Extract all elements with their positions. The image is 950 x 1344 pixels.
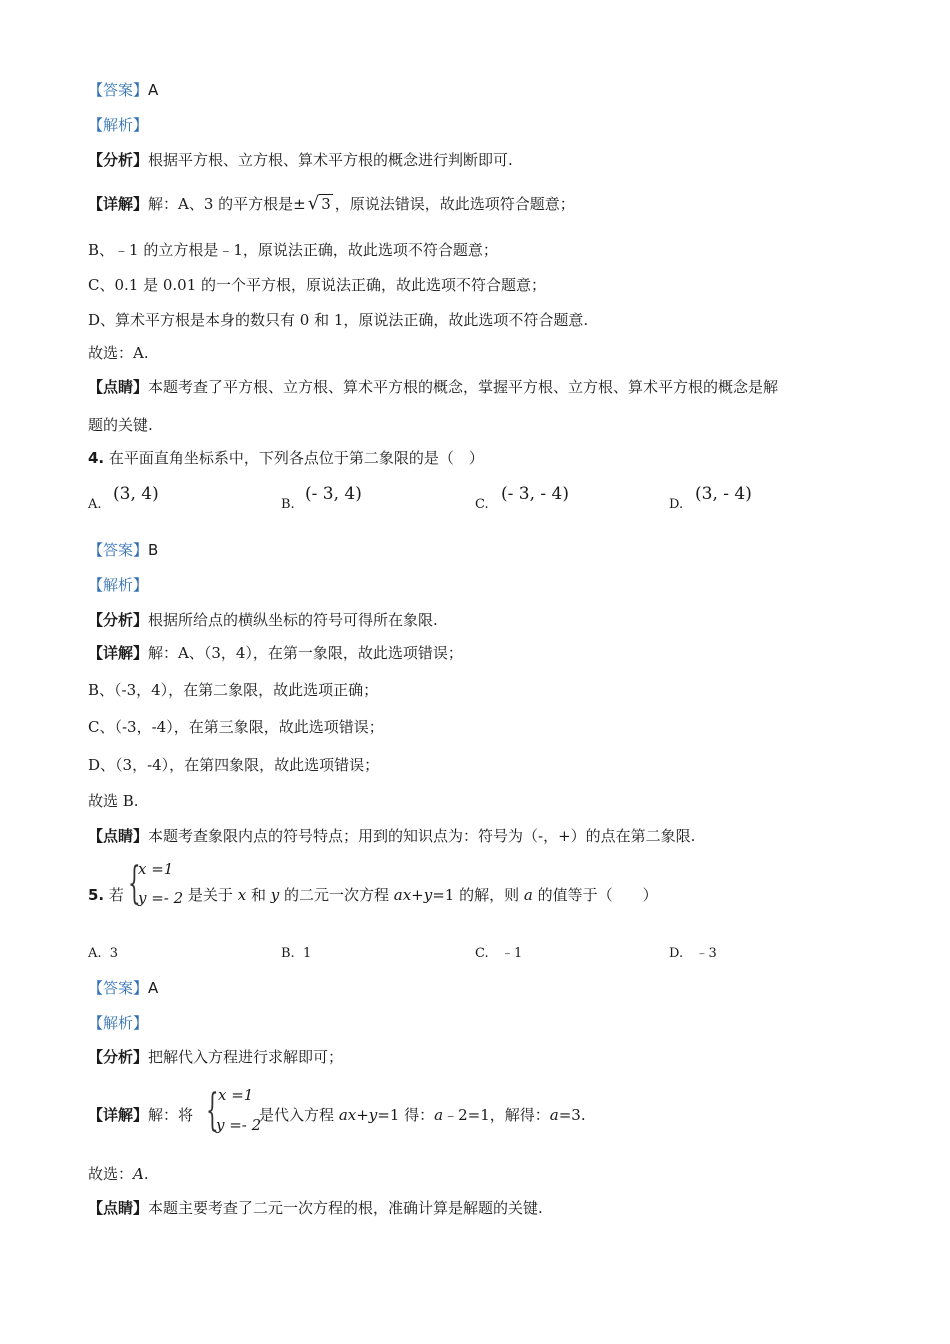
fenxi-tag: 【分析】 (88, 1048, 149, 1066)
detail-mid2: =1 得： (377, 1106, 435, 1124)
detail-tag: 【详解】 (88, 1106, 149, 1124)
option-value: ﹣1 (501, 946, 523, 961)
q4-option-a-value: (3, 4) (113, 484, 159, 504)
q3-line-b: B、﹣1 的立方根是﹣1，原说法正确，故此选项不符合题意； (88, 241, 498, 259)
detail-var-a-2: a (549, 1106, 559, 1124)
q3-line-d: D、算术平方根是本身的数只有 0 和 1，原说法正确，故此选项不符合题意. (88, 311, 589, 329)
q5-detail-line (88, 1105, 586, 1125)
stem-mid2: 和 (246, 886, 271, 904)
system-row-2: y =- 2 (216, 1116, 262, 1134)
option-label: D. (669, 946, 684, 961)
answer-tag: 【答案】 (88, 979, 149, 997)
q3-answer-line (88, 80, 158, 100)
stem-pre: 若 (104, 886, 124, 904)
fenxi-text: 根据平方根、立方根、算术平方根的概念进行判断即可. (148, 151, 513, 169)
q4-option-c[interactable] (475, 495, 489, 515)
q4-comment-line (88, 826, 695, 846)
q3-fenxi-line (88, 150, 513, 170)
stem-post: 的值等于（ ） (532, 886, 658, 904)
q4-line-b: B、（-3，4），在第二象限，故此选项正确； (88, 681, 379, 699)
answer-value: A (148, 979, 159, 997)
q4-option-b[interactable] (281, 495, 295, 515)
comment-tag: 【点睛】 (88, 827, 149, 845)
detail-equation: ax+y (338, 1106, 378, 1124)
fenxi-text: 根据所给点的横纵坐标的符号可得所在象限. (148, 611, 438, 629)
q4-option-c-value: (- 3, - 4) (501, 484, 569, 504)
detail-mid3: ﹣2=1，解得： (443, 1106, 550, 1124)
option-label: B. (281, 946, 295, 961)
question-number: 4. (88, 449, 105, 467)
answer-tag: 【答案】 (88, 81, 149, 99)
fenxi-tag: 【分析】 (88, 151, 149, 169)
q5-comment-line (88, 1198, 543, 1218)
sqrt-radicand: 3 (321, 195, 331, 213)
system-row-2: y =- 2 (138, 889, 184, 907)
q5-option-a[interactable] (88, 944, 118, 964)
q5-option-d[interactable] (669, 944, 717, 964)
q4-option-b-value: (- 3, 4) (305, 484, 362, 504)
equation: ax+y (393, 886, 433, 904)
question-stem: 在平面直角坐标系中，下列各点位于第二象限的是（ ） (104, 449, 484, 467)
q4-option-d-value: (3, - 4) (695, 484, 752, 504)
detail-var-a: a (434, 1106, 444, 1124)
q3-line-c: C、0.1 是 0.01 的一个平方根，原说法正确，故此选项不符合题意； (88, 276, 547, 294)
stem-mid4: =1 的解，则 (432, 886, 524, 904)
option-value: 1 (302, 946, 312, 961)
q5-option-c[interactable] (475, 944, 522, 964)
q5-fenxi-line (88, 1047, 343, 1067)
system-row-1: x =1 (218, 1086, 254, 1104)
choice-value: A (133, 1165, 144, 1183)
q4-option-d[interactable] (669, 495, 683, 515)
analysis-tag: 【解析】 (88, 1014, 149, 1032)
brace-icon: { (128, 858, 141, 909)
comment-text: 本题考查象限内点的符号特点；用到的知识点为：符号为（-，+）的点在第二象限. (148, 827, 696, 845)
q4-option-a[interactable] (88, 495, 102, 515)
q4-fenxi-line (88, 610, 438, 630)
q3-comment-line (88, 377, 778, 397)
var-y: y (270, 886, 280, 904)
detail-pre: 解：将 (148, 1106, 194, 1124)
q5-detail-equation-system (206, 1084, 272, 1142)
fenxi-text: 把解代入方程进行求解即可； (148, 1048, 344, 1066)
q4-analysis-tag (88, 575, 148, 595)
detail-post: ，原说法错误，故此选项符合题意； (334, 195, 575, 213)
detail-post: =3. (558, 1106, 586, 1124)
option-label: A. (88, 946, 102, 961)
q4-line-c: C、（-3，-4），在第三象限，故此选项错误； (88, 718, 384, 736)
detail-pre: 解：A、3 的平方根是± (148, 195, 306, 213)
q4-stem (88, 448, 484, 468)
detail-tag: 【详解】 (88, 195, 149, 213)
option-label: A. (88, 497, 102, 512)
choice-pre: 故选： (88, 1165, 134, 1183)
q5-choice (88, 1164, 149, 1184)
choice-post: . (143, 1165, 149, 1183)
stem-mid1: 是关于 (187, 886, 238, 904)
q3-detail-line (88, 194, 575, 214)
option-value: ﹣3 (695, 946, 717, 961)
var-x: x (237, 886, 247, 904)
option-label: C. (475, 497, 489, 512)
analysis-tag: 【解析】 (88, 116, 149, 134)
analysis-tag: 【解析】 (88, 576, 149, 594)
q5-answer-line (88, 978, 158, 998)
answer-value: B (148, 541, 159, 559)
q4-detail-line (88, 643, 463, 663)
q3-analysis-tag (88, 115, 148, 135)
fenxi-tag: 【分析】 (88, 611, 149, 629)
comment-text: 本题主要考查了二元一次方程的根，准确计算是解题的关键. (148, 1199, 543, 1217)
detail-mid1: 是代入方程 (259, 1106, 339, 1124)
q4-choice: 故选 B. (88, 792, 139, 810)
var-a: a (523, 886, 533, 904)
question-number: 5. (88, 886, 105, 904)
q5-analysis-tag (88, 1013, 148, 1033)
option-label: B. (281, 497, 295, 512)
comment-tag: 【点睛】 (88, 378, 149, 396)
option-value: 3 (109, 946, 119, 961)
system-row-1: x =1 (138, 860, 174, 878)
q5-option-b[interactable] (281, 944, 311, 964)
q3-comment-line-2: 题的关键. (88, 416, 153, 434)
q4-line-d: D、（3，-4），在第四象限，故此选项错误； (88, 756, 380, 774)
comment-tag: 【点睛】 (88, 1199, 149, 1217)
sqrt-expression: √ 3 (307, 193, 331, 214)
answer-value: A (148, 81, 159, 99)
option-label: C. (475, 946, 489, 961)
comment-text: 本题考查了平方根、立方根、算术平方根的概念，掌握平方根、立方根、算术平方根的概念是解 (148, 378, 779, 396)
q3-choice: 故选：A. (88, 344, 149, 362)
q4-answer-line (88, 540, 158, 560)
q5-equation-system (128, 858, 192, 914)
option-label: D. (669, 497, 684, 512)
stem-mid3: 的二元一次方程 (279, 886, 394, 904)
brace-icon: { (206, 1085, 219, 1136)
detail-text: 解：A、（3，4），在第一象限，故此选项错误； (148, 644, 463, 662)
detail-tag: 【详解】 (88, 644, 149, 662)
answer-tag: 【答案】 (88, 541, 149, 559)
